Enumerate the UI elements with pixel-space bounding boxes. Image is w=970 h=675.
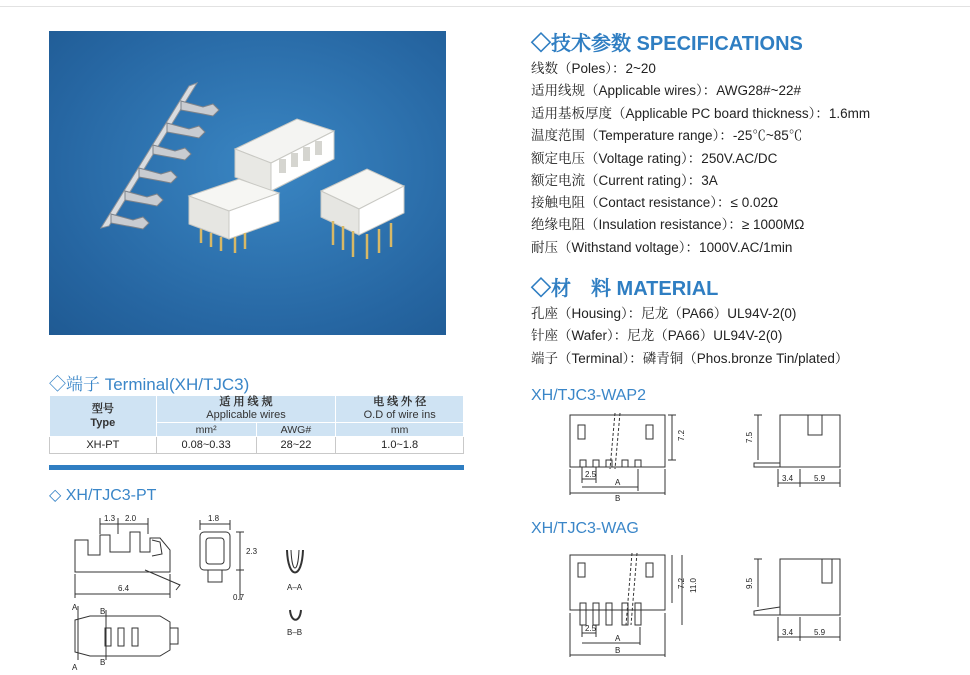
- top-divider: [0, 6, 970, 7]
- wag-dim-w2: 5.9: [814, 628, 826, 637]
- right-angle-wafer-image: [321, 169, 404, 259]
- pt-drawing: [60, 510, 330, 675]
- material-wafer: 针座（Wafer）：尼龙（PA66）UL94V-2(0): [531, 328, 783, 343]
- wag-drawing: [560, 545, 850, 665]
- wap2-dim-b: B: [615, 494, 621, 503]
- material-terminal: 端子（Terminal）：磷青铜（Phos.bronze Tin/plated）: [531, 351, 849, 366]
- col-wires-en: Applicable wires: [206, 409, 286, 421]
- wag-dim-b: B: [615, 646, 621, 655]
- spec-pcb-thickness: 适用基板厚度（Applicable PC board thickness）：1.6mm: [531, 106, 871, 121]
- pt-dim-2: 2.0: [125, 514, 137, 523]
- spec-withstand-voltage: 耐压（Withstand voltage）：1000V.AC/1min: [531, 240, 793, 255]
- pt-dim-4: 1.8: [208, 514, 220, 523]
- cell-awg: 28~22: [256, 437, 336, 454]
- wap2-drawing: [560, 405, 850, 505]
- terminal-title: ◇端子 Terminal(XH/TJC3): [49, 375, 250, 394]
- pt-dim-5: 2.3: [246, 547, 258, 556]
- pt-dim-6: 0.7: [233, 593, 245, 602]
- material-housing: 孔座（Housing）：尼龙（PA66）UL94V-2(0): [531, 306, 797, 321]
- wap2-dim-h2: 7.5: [745, 431, 754, 443]
- pt-dim-1: 1.3: [104, 514, 116, 523]
- col-type-en: Type: [90, 417, 116, 429]
- table-underline: [49, 465, 464, 470]
- wag-dim-h3: 9.5: [745, 577, 754, 589]
- unit-awg: AWG#: [256, 423, 336, 437]
- col-od-en: O.D of wire ins: [363, 409, 436, 421]
- product-photo: [49, 31, 446, 335]
- table-row: [50, 437, 464, 454]
- wag-dim-a: A: [615, 634, 621, 643]
- spec-contact-resistance: 接触电阻（Contact resistance）：≤ 0.02Ω: [531, 195, 779, 210]
- wap2-dim-w2: 5.9: [814, 474, 826, 483]
- material-title: ◇材 料 MATERIAL: [531, 278, 719, 300]
- col-od: [336, 396, 464, 423]
- spec-insulation-resistance: 绝缘电阻（Insulation resistance）：≥ 1000MΩ: [531, 217, 805, 232]
- col-type-cn: 型号: [91, 403, 114, 415]
- col-od-cn: 电 线 外 径: [373, 396, 427, 408]
- spec-poles: 线数（Poles）：2~20: [531, 61, 656, 76]
- wag-title: XH/TJC3-WAG: [531, 520, 639, 537]
- pt-label-a-top: A: [72, 603, 78, 612]
- unit-mm: mm: [336, 423, 464, 437]
- wap2-dim-pitch: 2.5: [585, 470, 597, 479]
- col-wires-cn: 适 用 线 规: [219, 396, 273, 408]
- pt-label-b-bottom: B: [100, 658, 106, 667]
- pt-label-aa: A–A: [287, 583, 303, 592]
- wap2-dim-a: A: [615, 478, 621, 487]
- cell-od: 1.0~1.8: [336, 437, 464, 454]
- wag-dim-h2: 11.0: [689, 578, 698, 593]
- pt-label-b-top: B: [100, 607, 106, 616]
- col-type: [50, 396, 157, 437]
- pt-dim-3: 6.4: [118, 584, 130, 593]
- unit-mm2: mm²: [156, 423, 256, 437]
- cell-type: XH-PT: [50, 437, 157, 454]
- wap2-dim-h1: 7.2: [677, 429, 686, 441]
- specifications-title: ◇技术参数 SPECIFICATIONS: [531, 33, 803, 55]
- housing-image: [235, 119, 334, 191]
- pt-label-a-bottom: A: [72, 663, 78, 672]
- spec-current: 额定电流（Current rating）：3A: [531, 173, 718, 188]
- wafer-image: [189, 179, 279, 253]
- cell-mm2: 0.08~0.33: [156, 437, 256, 454]
- spec-temperature: 温度范围（Temperature range）：-25℃~85℃: [531, 128, 803, 143]
- wag-dim-pitch: 2.5: [585, 624, 597, 633]
- terminal-spec-table: [49, 395, 464, 454]
- col-wires: [156, 396, 336, 423]
- wap2-dim-w1: 3.4: [782, 474, 794, 483]
- spec-voltage: 额定电压（Voltage rating）：250V.AC/DC: [531, 151, 778, 166]
- wag-dim-h1: 7.2: [677, 577, 686, 589]
- pt-title: ◇ XH/TJC3-PT: [49, 487, 157, 504]
- spec-wires: 适用线规（Applicable wires）：AWG28#~22#: [531, 83, 801, 98]
- pt-label-bb: B–B: [287, 628, 303, 637]
- wap2-title: XH/TJC3-WAP2: [531, 387, 646, 404]
- wag-dim-w1: 3.4: [782, 628, 794, 637]
